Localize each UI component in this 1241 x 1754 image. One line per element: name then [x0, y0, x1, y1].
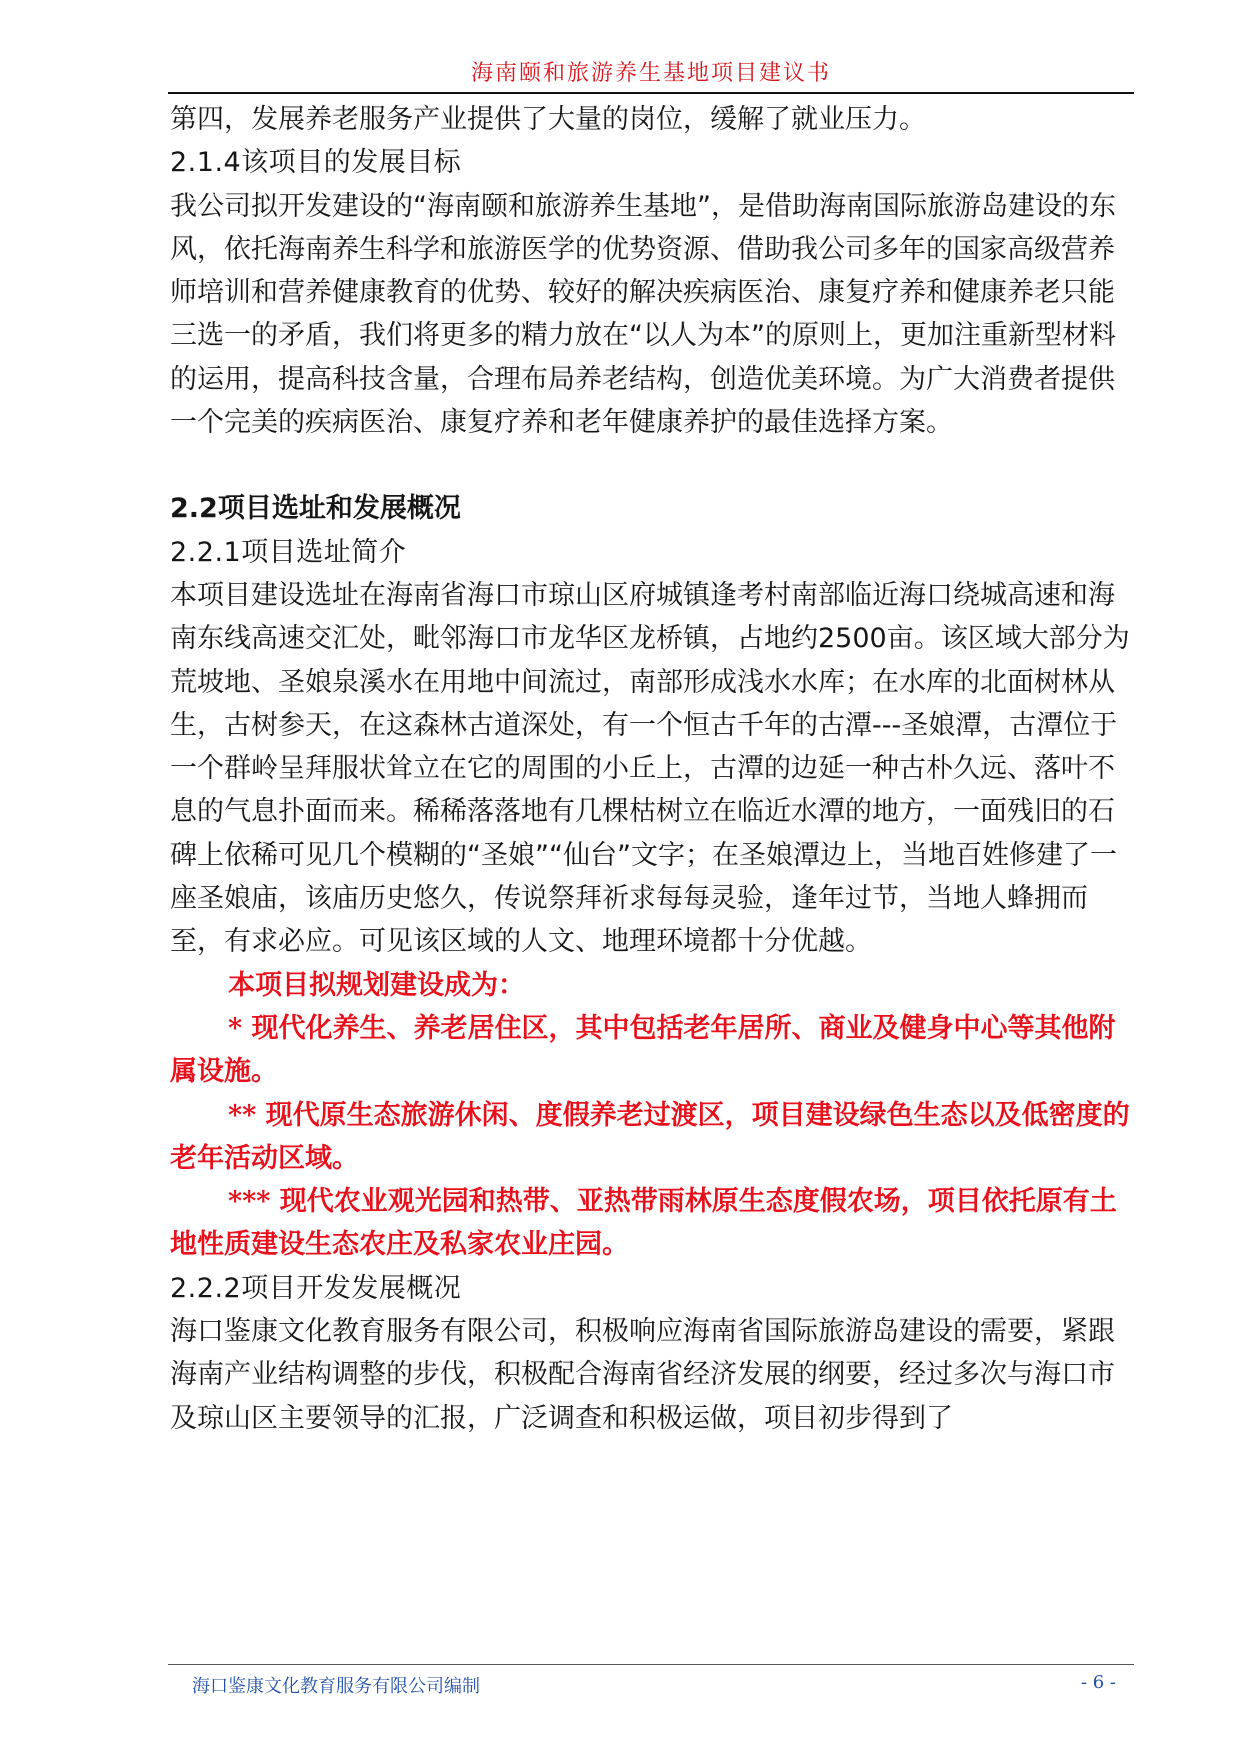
header-divider [168, 92, 1134, 94]
document-body [170, 98, 1134, 1440]
plan-intro: 本项目拟规划建设成为： [228, 969, 525, 1001]
paragraph-development-goal: 我公司拟开发建设的“海南颐和旅游养生基地”，是借助海南国际旅游岛建设的东风，依托海南养生科学和旅游医学的优势资源、借助我公司多年的国家高级营养师培训和营养健康教育的优势、较好的解决疾病医治、康复疗养和健康养老只能三选一的矛盾，我们将更多的精力放在“以人为本”的原则上，更加注重新型材料的运用，提高科技含量，合理布局养老结构，创造优美环境。为广大消费者提供一个完美的疾病医治、康复疗养和老年健康养护的最佳选择方案。 [170, 190, 1116, 439]
blank-line [170, 444, 1134, 487]
paragraph-fourth-point: 第四，发展养老服务产业提供了大量的岗位，缓解了就业压力。 [170, 104, 926, 135]
paragraph-site-intro: 本项目建设选址在海南省海口市琼山区府城镇逢考村南部临近海口绕城高速和海南东线高速交汇处，毗邻海口市龙华区龙桥镇，占地约2500亩。该区域大部分为荒坡地、圣娘泉溪水在用地中间流过，南部形成浅水水库；在水库的北面树林从生，古树参天，在这森林古道深处，有一个恒古千年的古潭---圣娘潭，古潭位于一个群岭呈拜服状耸立在它的周围的小丘上，古潭的边延一种古朴久远、落叶不息的气息扑面而来。稀稀落落地有几棵枯树立在临近水潭的地方，一面残旧的石碑上依稀可见几个模糊的“圣娘”“仙台”文字；在圣娘潭边上，当地百姓修建了一座圣娘庙，该庙历史悠久，传说祭拜祈求每每灵验，逢年过节，当地人蜂拥而至，有求必应。可见该区域的人文、地理环境都十分优越。 [170, 579, 1130, 958]
paragraph-development-overview: 海口鉴康文化教育服务有限公司，积极响应海南省国际旅游岛建设的需要，紧跟海南产业结构调整的步伐，积极配合海南省经济发展的纲要，经过多次与海口市及琼山区主要领导的汇报，广泛调查和积极运做，项目初步得到了 [170, 1316, 1115, 1434]
heading-2-2-1: 2.2.1项目选址简介 [170, 536, 407, 568]
running-header: 海南颐和旅游养生基地项目建议书 [470, 61, 831, 86]
plan-item-2: ** 现代原生态旅游休闲、度假养老过渡区，项目建设绿色生态以及低密度的老年活动区域。 [170, 1099, 1130, 1174]
heading-2-2: 2.2项目选址和发展概况 [170, 493, 461, 525]
page-number: - 6 - [1080, 1672, 1116, 1693]
footer-divider [168, 1664, 1134, 1665]
footer-publisher: 海口鉴康文化教育服务有限公司编制 [192, 1676, 480, 1697]
plan-item-3: *** 现代农业观光园和热带、亚热带雨林原生态度假农场，项目依托原有土地性质建设生态农庄及私家农业庄园。 [170, 1186, 1117, 1261]
heading-2-2-2: 2.2.2项目开发发展概况 [170, 1272, 462, 1304]
heading-2-1-4: 2.1.4该项目的发展目标 [170, 147, 462, 179]
plan-item-1: * 现代化养生、养老居住区，其中包括老年居所、商业及健身中心等其他附属设施。 [170, 1012, 1116, 1088]
